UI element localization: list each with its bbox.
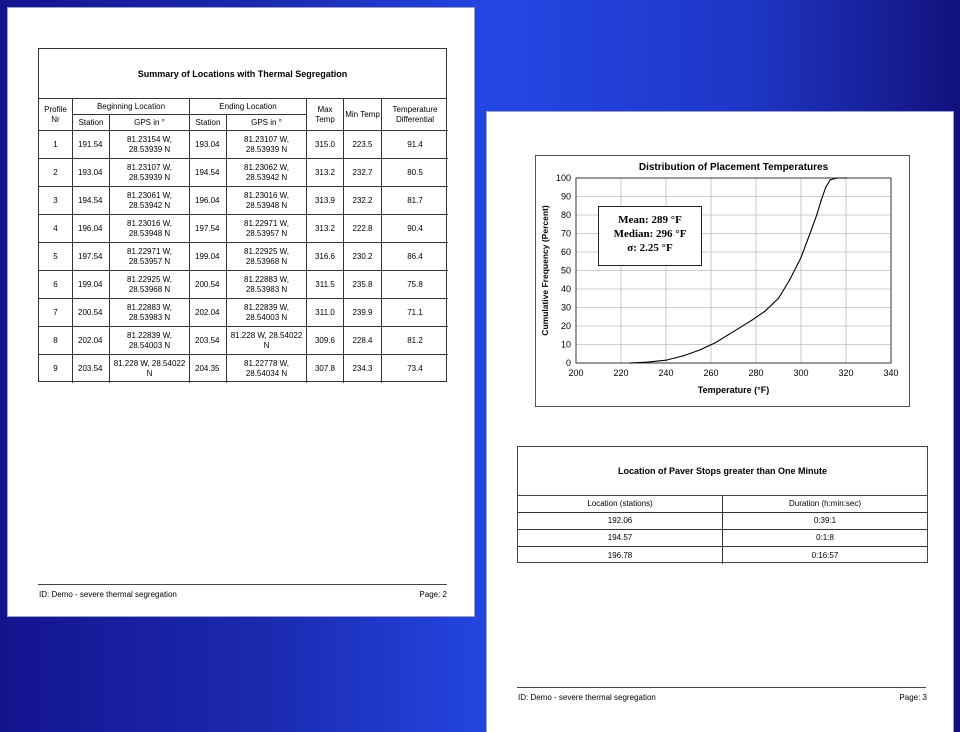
- x-tick-label: 240: [658, 368, 674, 378]
- ending-station-cell: 199.04: [190, 243, 227, 271]
- min-temp-cell: 235.8: [344, 271, 382, 299]
- header-location-stations: Location (stations): [518, 496, 723, 513]
- header-profile-nr: Profile Nr: [39, 99, 73, 131]
- x-axis-label: Temperature (°F): [697, 385, 770, 395]
- footer-document-id: ID: Demo - severe thermal segregation: [39, 590, 177, 599]
- ending-gps-cell: 81.22971 W, 28.53957 N: [227, 215, 307, 243]
- beginning-station-cell: 203.54: [73, 355, 110, 383]
- y-tick-label: 10: [560, 339, 571, 350]
- data-point: [809, 233, 810, 234]
- statistics-box: [598, 206, 702, 266]
- ending-gps-cell: 81.22778 W, 28.54034 N: [227, 355, 307, 383]
- data-point: [789, 279, 790, 280]
- profile-nr-cell: 9: [39, 355, 73, 383]
- ending-gps-cell: 81.23062 W, 28.53942 N: [227, 159, 307, 187]
- data-point: [764, 311, 765, 312]
- data-point: [699, 349, 700, 350]
- beginning-station-cell: 191.54: [73, 131, 110, 159]
- data-point: [733, 331, 734, 332]
- data-point: [665, 360, 666, 361]
- max-temp-cell: 313.2: [307, 215, 344, 243]
- header-beginning-location: Beginning Location: [73, 99, 190, 115]
- footer-document-id: ID: Demo - severe thermal segregation: [518, 693, 656, 702]
- x-tick-label: 220: [613, 368, 629, 378]
- max-temp-cell: 316.6: [307, 243, 344, 271]
- beginning-gps-cell: 81.23107 W, 28.53939 N: [110, 159, 190, 187]
- header-ending-gps: GPS in °: [227, 115, 307, 131]
- data-point: [821, 200, 822, 201]
- profile-nr-cell: 3: [39, 187, 73, 215]
- footer-page-number: Page: 3: [899, 693, 927, 702]
- paver-stops-table-title: Location of Paver Stops greater than One Minute: [518, 447, 927, 496]
- temperature-differential-cell: 73.4: [407, 364, 423, 373]
- ending-station-cell: 194.54: [190, 159, 227, 187]
- max-temp-cell: 309.6: [307, 327, 344, 355]
- ending-gps-cell: 81.23016 W, 28.53948 N: [227, 187, 307, 215]
- beginning-gps-cell: 81.228 W, 28.54022 N: [110, 355, 190, 383]
- data-point: [836, 177, 837, 178]
- header-ending-location: Ending Location: [190, 99, 307, 115]
- temperature-differential-cell: 90.4: [382, 215, 448, 243]
- location-cell: 196.78: [518, 547, 723, 564]
- x-tick-label: 260: [703, 368, 719, 378]
- beginning-station-cell: 200.54: [73, 299, 110, 327]
- ending-station-cell: 196.04: [190, 187, 227, 215]
- data-point: [800, 257, 801, 258]
- y-tick-label: 40: [560, 284, 571, 294]
- beginning-gps-cell: 81.22925 W, 28.53968 N: [110, 271, 190, 299]
- beginning-station-cell: 194.54: [73, 187, 110, 215]
- data-point: [647, 361, 648, 362]
- max-temp-cell: 311.5: [307, 271, 344, 299]
- chart-title: Distribution of Placement Temperatures: [638, 162, 829, 173]
- beginning-station-cell: 197.54: [73, 243, 110, 271]
- max-temp-cell: 313.2: [307, 159, 344, 187]
- min-temp-cell: 234.3: [344, 355, 382, 383]
- median-text: Median: 296 °F: [613, 228, 687, 240]
- profile-nr-cell: 8: [39, 327, 73, 355]
- profile-nr-cell: 6: [39, 271, 73, 299]
- y-tick-label: 70: [560, 228, 571, 239]
- temperature-distribution-chart: [535, 155, 910, 407]
- y-tick-label: 80: [560, 210, 571, 220]
- ending-gps-cell: 81.22883 W, 28.53983 N: [227, 271, 307, 299]
- temperature-differential-cell: 86.4: [382, 243, 448, 271]
- ending-station-cell: 200.54: [190, 271, 227, 299]
- temperature-differential-cell: 75.8: [382, 271, 448, 299]
- duration-cell: 0:1:8: [723, 530, 927, 547]
- ending-gps-cell: 81.23107 W, 28.53939 N: [227, 131, 307, 159]
- max-temp-cell: 307.8: [307, 355, 344, 383]
- header-ending-station: Station: [190, 115, 227, 131]
- profile-nr-cell: 5: [39, 243, 73, 271]
- beginning-gps-cell: 81.22839 W, 28.54003 N: [110, 327, 190, 355]
- location-cell: 192.06: [518, 513, 723, 530]
- mean-text: Mean: 289 °F: [618, 214, 682, 226]
- thermal-segregation-summary-table: [38, 48, 447, 382]
- header-temperature-differential: Temperature Differential: [382, 99, 448, 131]
- report-page-3: [487, 112, 953, 732]
- beginning-station-cell: 202.04: [73, 327, 110, 355]
- duration-cell: 0:16:57: [811, 550, 839, 560]
- beginning-gps-cell: 81.23061 W, 28.53942 N: [110, 187, 190, 215]
- data-point: [629, 362, 630, 363]
- ending-station-cell: 203.54: [190, 327, 227, 355]
- ending-station-cell: 202.04: [190, 299, 227, 327]
- min-temp-cell: 230.2: [344, 243, 382, 271]
- temperature-differential-cell: 71.1: [382, 299, 448, 327]
- ending-gps-cell: 81.228 W, 28.54022 N: [227, 327, 307, 355]
- beginning-gps-cell: 81.23016 W, 28.53948 N: [110, 215, 190, 243]
- min-temp-cell: 232.2: [344, 187, 382, 215]
- header-beginning-gps: GPS in °: [110, 115, 190, 131]
- data-point: [825, 187, 826, 188]
- x-tick-label: 320: [838, 368, 854, 378]
- header-min-temp: Min Temp: [344, 99, 382, 131]
- profile-nr-cell: 2: [39, 159, 73, 187]
- footer-rule: [38, 584, 447, 585]
- max-temp-cell: 315.0: [307, 131, 344, 159]
- data-point: [715, 342, 716, 343]
- beginning-station-cell: 199.04: [73, 271, 110, 299]
- min-temp-cell: 228.4: [344, 327, 382, 355]
- header-duration: Duration (h:min:sec): [723, 496, 927, 513]
- data-point: [845, 177, 846, 178]
- sigma-text: σ: 2.25 °F: [627, 242, 673, 254]
- beginning-station-cell: 193.04: [73, 159, 110, 187]
- data-point: [830, 179, 831, 180]
- data-point: [683, 355, 684, 356]
- y-tick-label: 30: [560, 302, 571, 313]
- temperature-differential-cell: 91.4: [382, 131, 448, 159]
- beginning-station-cell: 196.04: [73, 215, 110, 243]
- beginning-gps-cell: 81.22971 W, 28.53957 N: [110, 243, 190, 271]
- y-tick-label: 100: [555, 173, 571, 183]
- profile-nr-cell: 7: [39, 299, 73, 327]
- beginning-gps-cell: 81.23154 W, 28.53939 N: [110, 131, 190, 159]
- footer-page-number: Page: 2: [419, 590, 447, 599]
- header-max-temp: Max Temp: [307, 99, 344, 131]
- data-point: [778, 298, 779, 299]
- footer-rule: [517, 687, 926, 688]
- ending-gps-cell: 81.22839 W, 28.54003 N: [227, 299, 307, 327]
- x-tick-label: 340: [883, 368, 899, 378]
- y-axis-label: Cumulative Frequency (Percent): [540, 205, 550, 336]
- temperature-differential-cell: 81.2: [382, 327, 448, 355]
- ending-station-cell: 193.04: [190, 131, 227, 159]
- max-temp-cell: 311.0: [307, 299, 344, 327]
- profile-nr-cell: 1: [39, 131, 73, 159]
- min-temp-cell: 223.5: [344, 131, 382, 159]
- header-beginning-station: Station: [73, 115, 110, 131]
- location-cell: 194.57: [518, 530, 723, 547]
- ending-gps-cell: 81.22925 W, 28.53968 N: [227, 243, 307, 271]
- y-tick-label: 90: [560, 191, 571, 202]
- x-tick-label: 200: [568, 368, 584, 378]
- report-page-2: [8, 8, 474, 616]
- paver-stops-table: [517, 446, 928, 563]
- summary-table-title: Summary of Locations with Thermal Segregation: [39, 49, 446, 99]
- temperature-differential-cell: 80.5: [382, 159, 448, 187]
- ending-station-cell: 204.35: [190, 355, 227, 383]
- y-tick-label: 0: [565, 358, 571, 368]
- max-temp-cell: 313.9: [307, 187, 344, 215]
- y-tick-label: 50: [560, 265, 571, 276]
- chart-canvas: [536, 156, 911, 408]
- y-tick-label: 60: [560, 247, 571, 257]
- ending-station-cell: 197.54: [190, 215, 227, 243]
- min-temp-cell: 222.8: [344, 215, 382, 243]
- data-point: [751, 320, 752, 321]
- duration-cell: 0:39:1: [723, 513, 927, 530]
- profile-nr-cell: 4: [39, 215, 73, 243]
- temperature-differential-cell: 81.7: [382, 187, 448, 215]
- y-tick-label: 20: [560, 321, 571, 331]
- x-tick-label: 280: [748, 368, 764, 378]
- min-temp-cell: 239.9: [344, 299, 382, 327]
- beginning-gps-cell: 81.22883 W, 28.53983 N: [110, 299, 190, 327]
- x-tick-label: 300: [793, 368, 809, 378]
- data-point: [816, 214, 817, 215]
- min-temp-cell: 232.7: [344, 159, 382, 187]
